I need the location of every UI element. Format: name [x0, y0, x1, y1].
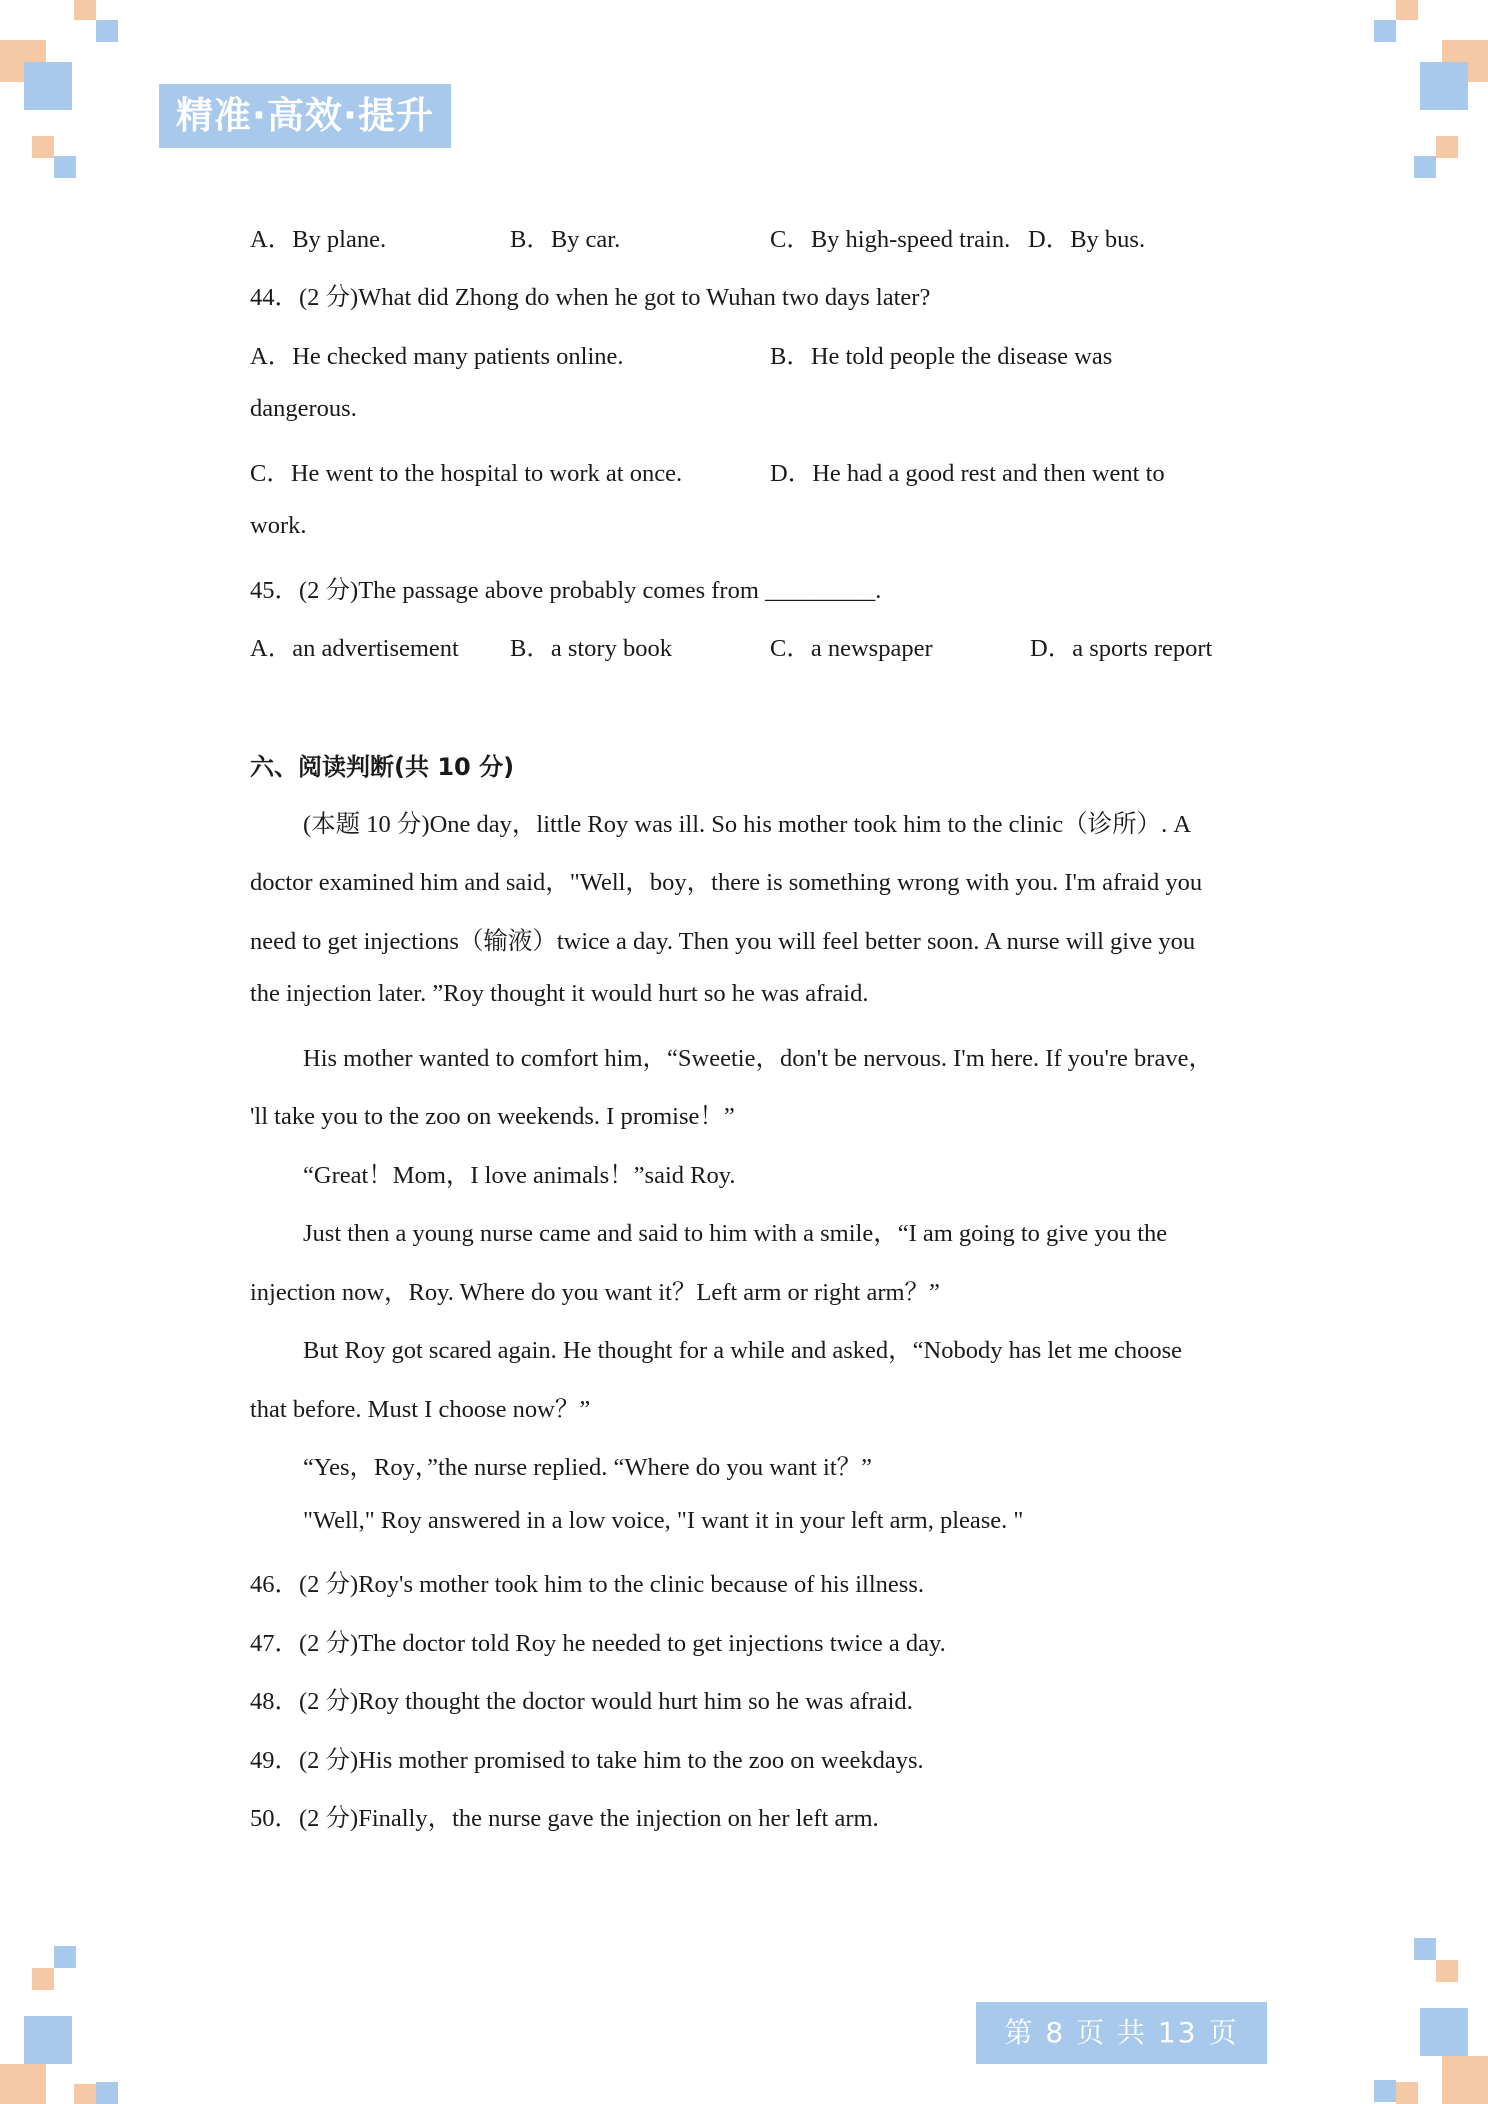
question-46: 46．(2 分)Roy's mother took him to the clinic because of his illness. — [250, 1571, 924, 1598]
option-d: D．a sports report — [1030, 635, 1213, 662]
passage-line: Just then a young nurse came and said to him with a smile，“I am going to give you the — [303, 1220, 1168, 1247]
question-stem: 45．(2 分)The passage above probably comes from _________. — [250, 577, 882, 604]
passage-line: that before. Must I choose now？” — [250, 1396, 591, 1423]
header-badge: 精准·高效·提升 — [159, 84, 451, 148]
option-d-continued: work. — [250, 512, 307, 539]
passage-line: doctor examined him and said，"Well，boy，there is something wrong with you. I'm afraid you — [250, 869, 1203, 896]
option-b: B．He told people the disease was — [770, 343, 1113, 370]
passage-line: 'll take you to the zoo on weekends. I promise！” — [250, 1103, 735, 1130]
option-b: B．a story book — [510, 635, 672, 662]
question-48: 48．(2 分)Roy thought the doctor would hurt him so he was afraid. — [250, 1688, 913, 1715]
option-a: A．an advertisement — [250, 635, 459, 662]
passage-line: (本题 10 分)One day，little Roy was ill. So his mother took him to the clinic（诊所）. A — [303, 811, 1192, 838]
option-a: A．By plane. — [250, 226, 387, 253]
passage-line: “Great！Mom，I love animals！”said Roy. — [303, 1162, 736, 1189]
passage-line: His mother wanted to comfort him，“Sweetie，don't be nervous. I'm here. If you're brave， — [303, 1045, 1213, 1072]
passage-line: the injection later. ”Roy thought it would hurt so he was afraid. — [250, 980, 869, 1007]
passage-line: injection now，Roy. Where do you want it？Left arm or right arm？” — [250, 1279, 940, 1306]
question-49: 49．(2 分)His mother promised to take him to the zoo on weekdays. — [250, 1747, 924, 1774]
passage-line: need to get injections（输液）twice a day. Then you will feel better soon. A nurse will give you — [250, 928, 1196, 955]
option-c: C．By high-speed train. — [770, 226, 1011, 253]
section-title: 六、阅读判断(共 10 分) — [250, 753, 515, 781]
option-c: C．He went to the hospital to work at once. — [250, 460, 683, 487]
option-b: B．By car. — [510, 226, 621, 253]
option-d: D．By bus. — [1028, 226, 1146, 253]
passage-line: “Yes，Roy，”the nurse replied. “Where do you want it？” — [303, 1454, 873, 1481]
option-a: A．He checked many patients online. — [250, 343, 624, 370]
page-number: 第 8 页 共 13 页 — [976, 2002, 1267, 2064]
question-50: 50．(2 分)Finally，the nurse gave the injection on her left arm. — [250, 1805, 879, 1832]
question-stem: 44．(2 分)What did Zhong do when he got to Wuhan two days later? — [250, 284, 931, 311]
passage-line: But Roy got scared again. He thought for a while and asked，“Nobody has let me choose — [303, 1337, 1183, 1364]
passage-line: "Well," Roy answered in a low voice, "I want it in your left arm, please. " — [303, 1507, 1024, 1534]
option-b-continued: dangerous. — [250, 395, 357, 422]
option-d: D．He had a good rest and then went to — [770, 460, 1165, 487]
question-47: 47．(2 分)The doctor told Roy he needed to get injections twice a day. — [250, 1630, 946, 1657]
option-c: C．a newspaper — [770, 635, 933, 662]
